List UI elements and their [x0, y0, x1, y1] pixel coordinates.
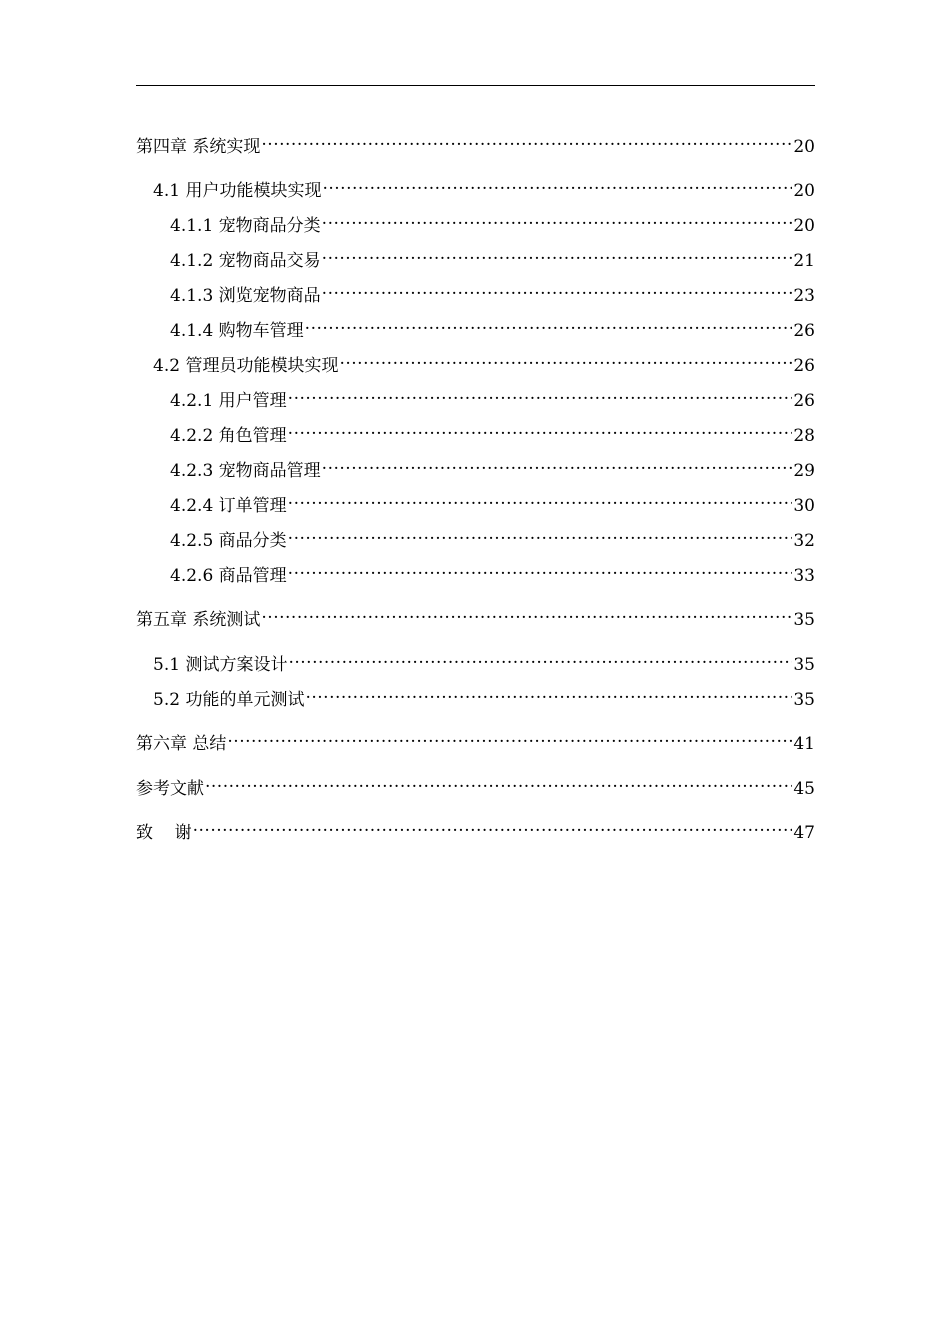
toc-entry-label: 第六章 总结: [136, 734, 227, 754]
toc-dot-leader: [288, 557, 793, 581]
toc-entry-4-2-5[interactable]: [136, 522, 815, 551]
toc-entry-page: 26: [793, 321, 815, 341]
toc-dot-leader: [305, 312, 793, 336]
toc-entry-label: 4.1.2 宠物商品交易: [170, 251, 321, 271]
toc-dot-leader: [205, 770, 792, 794]
toc-entry-chapter-4[interactable]: [136, 128, 815, 157]
toc-entry-label: 4.2.2 角色管理: [170, 426, 287, 446]
toc-entry-chapter-5[interactable]: [136, 601, 815, 630]
toc-dot-leader: [322, 242, 793, 266]
toc-entry-label: 4.2.3 宠物商品管理: [170, 461, 321, 481]
toc-entry-5-1[interactable]: [136, 646, 815, 675]
toc-entry-4-2-6[interactable]: [136, 557, 815, 586]
toc-entry-label: 4.2.6 商品管理: [170, 566, 287, 586]
toc-entry-4-1-1[interactable]: [136, 207, 815, 236]
toc-dot-leader: [322, 277, 793, 301]
toc-entry-4-2-4[interactable]: [136, 487, 815, 516]
toc-dot-leader: [322, 207, 793, 231]
toc-dot-leader: [288, 646, 792, 670]
toc-entry-page: 35: [793, 610, 815, 630]
toc-dot-leader: [322, 452, 793, 476]
toc-dot-leader: [339, 347, 792, 371]
toc-entry-page: 29: [793, 461, 815, 481]
toc-dot-leader: [261, 601, 792, 625]
toc-entry-label: 4.2 管理员功能模块实现: [153, 356, 339, 376]
toc-dot-leader: [305, 681, 792, 705]
toc-entry-4-1-3[interactable]: [136, 277, 815, 306]
toc-entry-label: 致 谢: [136, 823, 192, 843]
toc-dot-leader: [288, 487, 793, 511]
toc-entry-page: 35: [793, 655, 815, 675]
toc-entry-page: 47: [793, 823, 815, 843]
toc-entry-label: 第四章 系统实现: [136, 137, 261, 157]
toc-dot-leader: [227, 725, 792, 749]
toc-entry-4-1-4[interactable]: [136, 312, 815, 341]
toc-entry-4-2-2[interactable]: [136, 417, 815, 446]
toc-entry-page: 20: [793, 137, 815, 157]
toc-entry-page: 20: [793, 216, 815, 236]
toc-entry-chapter-6[interactable]: [136, 725, 815, 754]
toc-entry-label: 第五章 系统测试: [136, 610, 261, 630]
toc-dot-leader: [193, 814, 793, 838]
toc-dot-leader: [322, 172, 792, 196]
toc-entry-page: 26: [793, 391, 815, 411]
toc-entry-label: 4.1.1 宠物商品分类: [170, 216, 321, 236]
toc-entry-page: 23: [793, 286, 815, 306]
toc-entry-label: 4.2.1 用户管理: [170, 391, 287, 411]
toc-entry-page: 28: [793, 426, 815, 446]
toc-entry-label: 4.2.4 订单管理: [170, 496, 287, 516]
toc-entry-page: 21: [793, 251, 815, 271]
toc-entry-page: 32: [793, 531, 815, 551]
toc-entry-4-1-2[interactable]: [136, 242, 815, 271]
toc-entry-page: 30: [793, 496, 815, 516]
toc-entry-label: 4.2.5 商品分类: [170, 531, 287, 551]
toc-entry-4-1[interactable]: [136, 172, 815, 201]
toc-entry-4-2[interactable]: [136, 347, 815, 376]
toc-entry-label: 5.1 测试方案设计: [153, 655, 288, 675]
toc-entry-page: 45: [793, 779, 815, 799]
toc-entry-5-2[interactable]: [136, 681, 815, 710]
toc-entry-label: 4.1 用户功能模块实现: [153, 181, 322, 201]
toc-dot-leader: [288, 382, 793, 406]
toc-dot-leader: [261, 128, 792, 152]
toc-entry-4-2-1[interactable]: [136, 382, 815, 411]
toc-entry-page: 20: [793, 181, 815, 201]
toc-entry-label: 5.2 功能的单元测试: [153, 690, 305, 710]
toc-entry-label: 4.1.3 浏览宠物商品: [170, 286, 321, 306]
toc-entry-4-2-3[interactable]: [136, 452, 815, 481]
toc-entry-label: 参考文献: [136, 779, 204, 799]
toc-entry-page: 33: [793, 566, 815, 586]
toc-entry-references[interactable]: [136, 770, 815, 799]
header-rule: [136, 85, 815, 86]
toc-entry-acknowledgements[interactable]: [136, 814, 815, 843]
toc-entry-page: 41: [793, 734, 815, 754]
toc-entry-page: 35: [793, 690, 815, 710]
toc-dot-leader: [288, 417, 793, 441]
toc-entry-label: 4.1.4 购物车管理: [170, 321, 304, 341]
toc-entry-page: 26: [793, 356, 815, 376]
toc-dot-leader: [288, 522, 793, 546]
